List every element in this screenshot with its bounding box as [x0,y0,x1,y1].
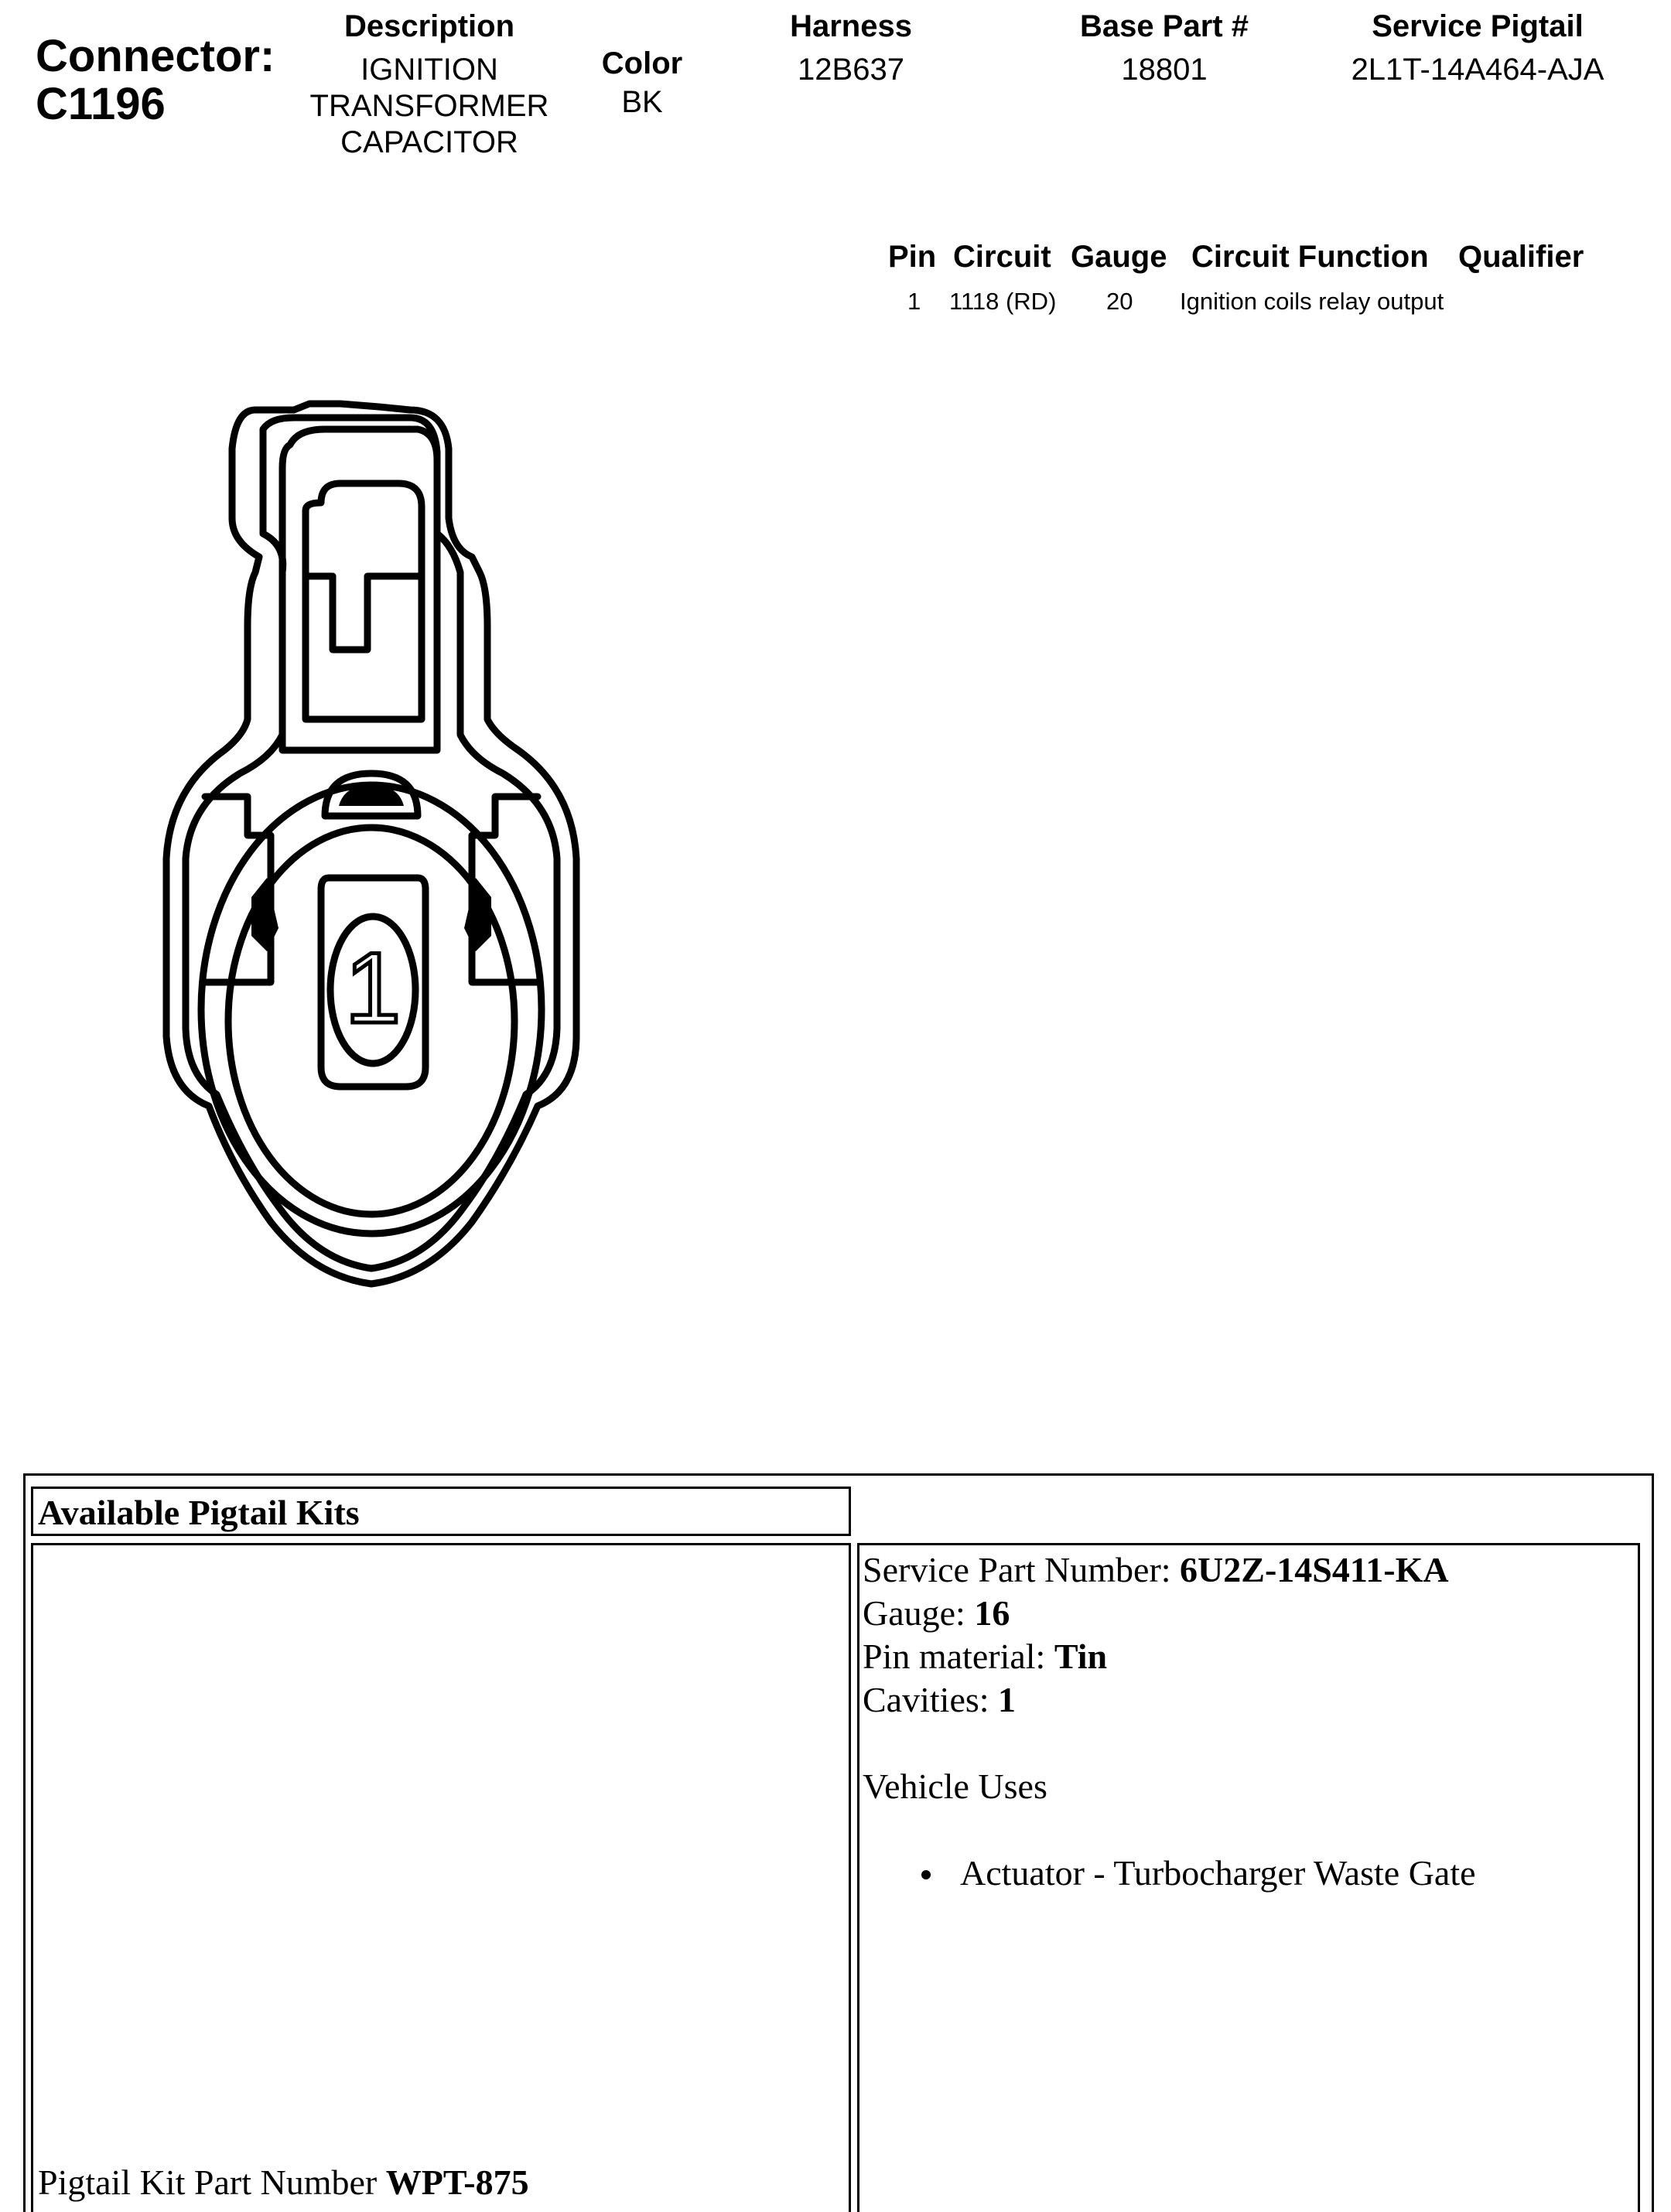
base-part-value: 18801 [1121,53,1208,87]
vehicle-use-text: Actuator - Turbocharger Waste Gate [960,1853,1476,1893]
service-pigtail-label: Service Pigtail [1372,9,1584,43]
harness-value: 12B637 [798,53,904,87]
gauge-cell: 20 [1106,288,1133,315]
kits-title: Available Pigtail Kits [38,1493,360,1532]
connector-title [36,32,275,128]
service-pigtail-column [1315,9,1640,88]
harness-label: Harness [790,9,912,43]
circuit-cell: 1118 (RD) [949,288,1057,315]
pin-cell: 1 [907,288,921,315]
kit-gauge-value: 16 [974,1593,1010,1633]
pigtail-kit-part-value: WPT-875 [385,2163,529,2202]
connector-label: Connector: [36,31,275,81]
connector-id: C1196 [36,79,166,129]
pin-material [863,1635,1476,1678]
kit-gauge-label: Gauge: [863,1593,975,1633]
vehicle-use-item [863,1852,1476,1895]
vehicle-uses-label: Vehicle Uses [863,1767,1047,1806]
connector-face-diagram [147,394,611,1315]
qualifier-header: Qualifier [1458,240,1584,274]
housing-outline [166,404,576,1284]
base-part-label: Base Part # [1080,9,1249,43]
base-part-column [1044,9,1284,88]
pigtail-kit-part-label: Pigtail Kit Part Number [38,2163,386,2202]
pin-number-label: 1 [344,931,402,1044]
description-line: IGNITION [361,53,498,87]
service-pigtail-value: 2L1T-14A464-AJA [1351,53,1604,87]
left-polarizing-key [251,878,278,951]
service-part-value: 6U2Z-14S411-KA [1180,1550,1449,1589]
circuit-header: Circuit [953,240,1051,274]
kits-left-cell [31,1543,851,2212]
service-part-label: Service Part Number: [863,1550,1181,1589]
kit-gauge [863,1592,1476,1635]
latch-window [306,483,422,719]
latch-notch [333,576,422,650]
bullet-icon [921,1870,931,1879]
pin-material-value: Tin [1054,1637,1108,1676]
description-column [275,9,584,161]
pigtail-kit-part-number [38,2161,529,2204]
function-cell: Ignition coils relay output [1180,288,1444,315]
kits-right-cell [857,1543,1640,2212]
harness-column [735,9,967,88]
service-part-number [863,1548,1476,1592]
cavities-value: 1 [998,1680,1017,1719]
description-line: CAPACITOR [340,125,518,159]
kits-title-cell [31,1487,851,1536]
gauge-header: Gauge [1071,240,1167,274]
right-polarizing-key [464,878,491,951]
cavities-label: Cavities: [863,1680,999,1719]
color-value: BK [621,85,663,119]
pin-material-label: Pin material: [863,1637,1054,1676]
cavities [863,1678,1476,1722]
description-line: TRANSFORMER [309,89,549,123]
description-label: Description [343,9,515,43]
color-label: Color [601,46,683,80]
color-column [565,46,719,121]
circuit-function-header: Circuit Function [1191,240,1429,274]
pin-header: Pin [888,240,937,274]
